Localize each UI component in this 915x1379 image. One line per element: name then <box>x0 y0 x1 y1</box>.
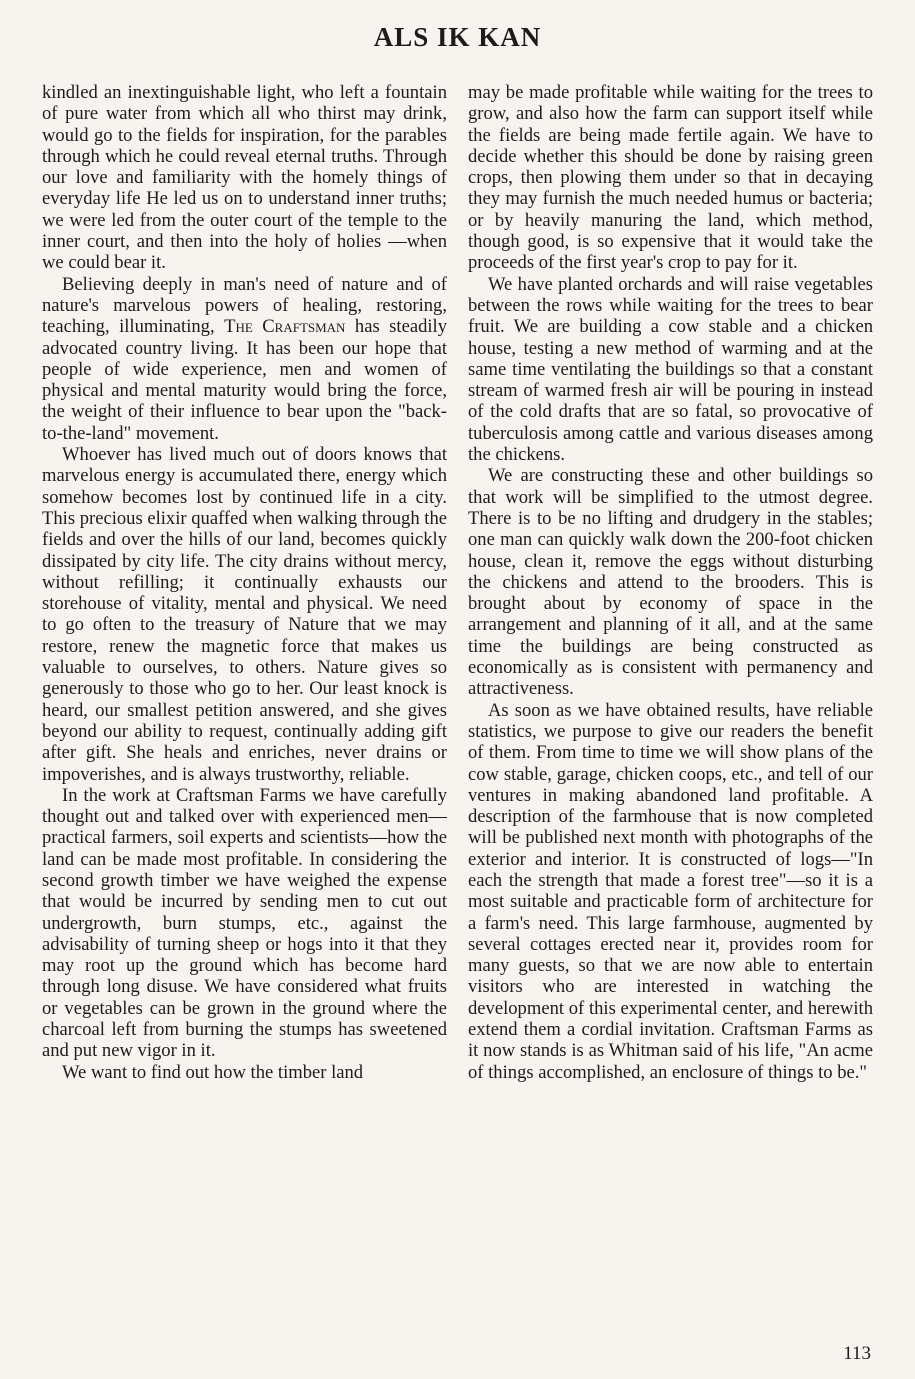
paragraph-outdoors: Whoever has lived much out of doors knows that marvelous energy is accumulated there, energy which somehow becomes lost by continued life in a city. This precious elixir quaffed when walking through the fields and over the hills of our land, becomes quickly dissipated by city life. The city drains without mercy, without refilling; it continually exhausts our storehouse of vitality, mental and physical. We need to go often to the treasury of Nature that we may restore, renew the magnetic force that makes us valuable to ourselves, to others. Nature gives so generously to those who go to her. Our least knock is heard, our smallest petition answered, and she gives beyond our ability to request, continually adding gift after gift. She heals and enriches, never drains or impoverishes, and is always trustworthy, reliable. <box>42 444 448 785</box>
paragraph-craftsman-farms: In the work at Craftsman Farms we have carefully thought out and talked over with experienced men—practical farmers, soil experts and scientists—how the land can be made most profitable. In considering the second growth timber we have weighed the expense that would be incurred by sending men to cut out undergrowth, burn stumps, etc., against the advisability of turning sheep or hogs into it that they may root up the ground which has become hard through long disuse. We have considered what fruits or vegetables can be grown in the ground where the charcoal left from burning the stumps has sweetened and put new vigor in it. <box>42 784 447 1062</box>
left-column <box>42 82 447 1083</box>
paragraph-orchards: We have planted orchards and will raise vegetables between the rows while waiting for the trees to bear fruit. We are building a cow stable and a chicken house, testing a new method of warming and at the same time ventilating the buildings so that a constant stream of warmed fresh air will be pouring in instead of the cold drafts that are so fatal, so provocative of tuberculosis among cattle and various diseases among the chickens. <box>468 273 873 466</box>
paragraph-text: Believing deeply in man's need of nature and of nature's marvelous powers of healing, restoring, teaching, illuminating, <box>42 273 447 338</box>
paragraph-buildings: We are constructing these and other buildings so that work will be simplified to the utmost degree. There is to be no lifting and drudgery in the stables; one man can quickly walk down the 200-foot chicken house, clean it, remove the eggs without disturbing the chickens and attend to the brooders. This is brought about by economy of space in the arrangement and planning of it all, and at the same time the buildings are being constructed as economically as is consistent with permanency and attractiveness. <box>468 465 873 700</box>
paragraph-continued: may be made profitable while waiting for the trees to grow, and also how the farm can support itself while the fields are being made fertile again. We have to decide whether this should be done by raising green crops, then plowing them under so that in decaying they may furnish the much needed humus or bacteria; or by heavily manuring the land, which method, though good, is so expensive that it would take the proceeds of the first year's crop to pay for it. <box>468 82 873 274</box>
paragraph-text: has steadily advocated country living. It has been our hope that people of wide experience, men and women of physical and mental maturity would bring the force, the weight of their influence to bear upon the "back-to-the-land" movement. <box>42 316 447 444</box>
page-number: 113 <box>843 1343 871 1364</box>
right-column <box>468 82 873 1083</box>
paragraph-believing <box>42 274 447 444</box>
running-header: ALS IK KAN <box>373 22 542 52</box>
paragraph-timber: We want to find out how the timber land <box>62 1061 364 1083</box>
paragraph-continued: kindled an inextinguishable light, who left a fountain of pure water from which all who thirst may drink, would go to the fields for inspiration, for the parables through which he could reveal eternal truths. Through our love and familiarity with the homely things of everyday life He led us on to understand inner truths; we were led from the outer court of the temple to the inner court, and then into the holy of holies —when we could bear it. <box>42 82 447 274</box>
magazine-name: The Craftsman <box>224 316 346 338</box>
paragraph-results: As soon as we have obtained results, have reliable statistics, we purpose to give our readers the benefit of them. From time to time we will show plans of the cow stable, garage, chicken coops, etc., and tell of our ventures in making abandoned land profitable. A description of the farmhouse that is now completed will be published next month with photographs of the exterior and interior. It is constructed of logs—"In each the strength that made a forest tree"—so it is a most suitable and practicable form of architecture for a farm's need. This large farmhouse, augmented by several cottages erected near it, provides room for many guests, so that we are now able to entertain visitors who are interested in watching the development of this experimental center, and herewith extend them a cordial invitation. Craftsman Farms as it now stands is as Whitman said of his life, "An acme of things accomplished, an enclosure of things to be." <box>468 699 873 1083</box>
